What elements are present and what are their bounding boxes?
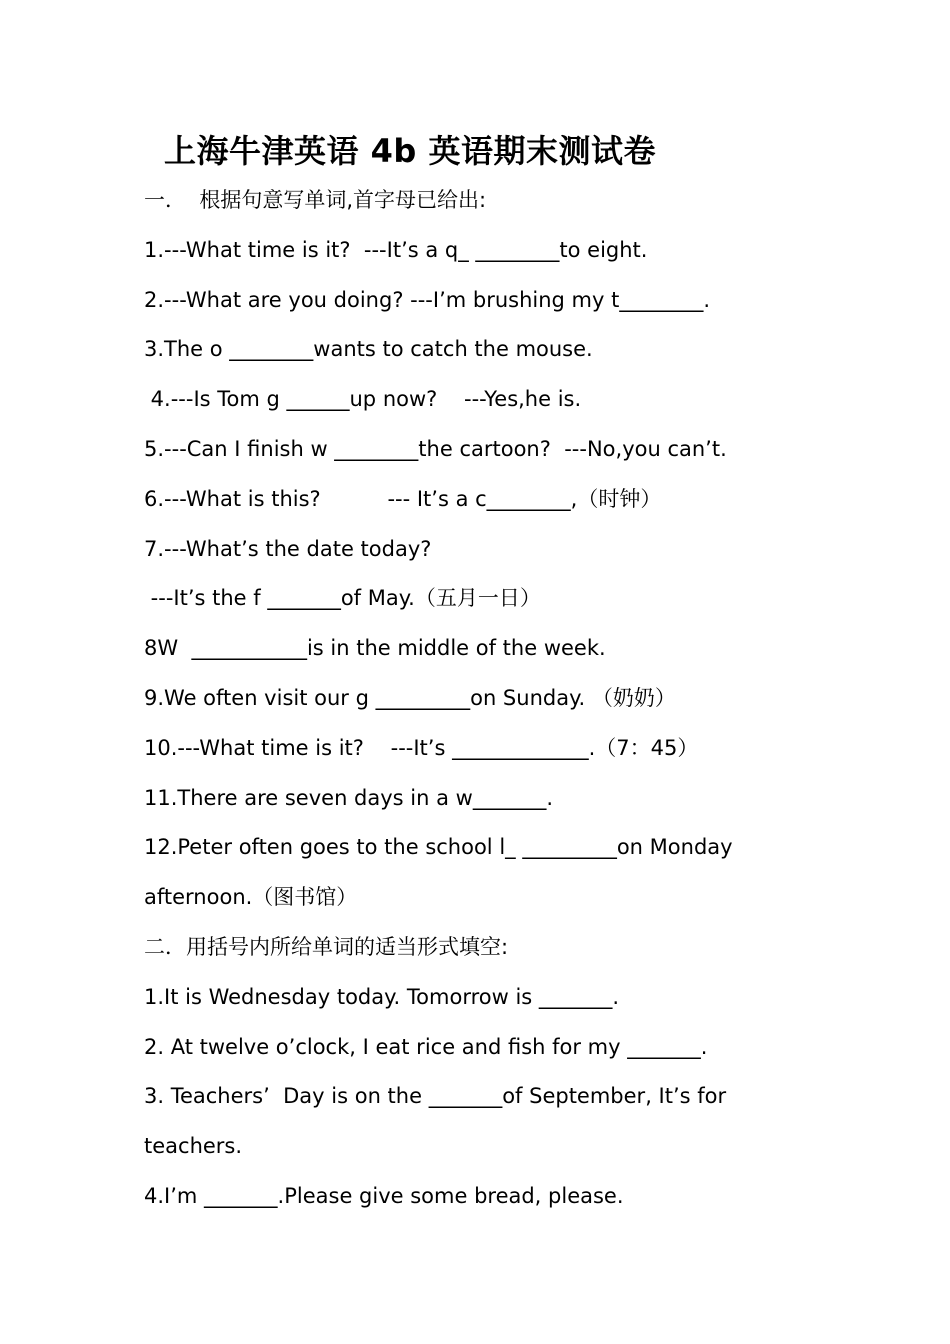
section-2-heading: 二．用括号内所给单词的适当形式填空: xyxy=(144,935,509,959)
question-line: 4.---Is Tom g ______up now? ---Yes,he is. xyxy=(144,387,582,411)
question-line: 1.---What time is it? ---It’s a q_ ________to eight. xyxy=(144,238,648,262)
question-line: 3. Teachers’ Day is on the _______of September, It’s for xyxy=(144,1084,727,1108)
question-line: 7.---What’s the date today? xyxy=(144,537,432,561)
question-line: afternoon.（图书馆） xyxy=(144,885,358,909)
question-line: ---It’s the f _______of May.（五月一日） xyxy=(144,586,541,610)
question-line: 2. At twelve o’clock, I eat rice and fish for my _______. xyxy=(144,1035,708,1059)
question-line: 5.---Can I finish w ________the cartoon? ---No,you can’t. xyxy=(144,437,727,461)
question-line: 2.---What are you doing? ---I’m brushing my t________. xyxy=(144,288,711,312)
question-line: 10.---What time is it? ---It’s _____________.（7：45） xyxy=(144,736,699,760)
section-1-heading: 一． 根据句意写单词,首字母已给出: xyxy=(144,188,487,212)
question-line: teachers. xyxy=(144,1134,243,1158)
question-line: 8W ___________is in the middle of the week. xyxy=(144,636,606,660)
question-line: 1.It is Wednesday today. Tomorrow is _______. xyxy=(144,985,620,1009)
question-line: 6.---What is this? --- It’s a c________,（时钟） xyxy=(144,487,662,511)
question-line: 3.The o ________wants to catch the mouse. xyxy=(144,337,593,361)
question-line: 9.We often visit our g _________on Sunday. （奶奶） xyxy=(144,686,676,710)
question-line: 12.Peter often goes to the school l_ _________on Monday xyxy=(144,835,733,859)
question-line: 11.There are seven days in a w_______. xyxy=(144,786,554,810)
question-line: 4.I’m _______.Please give some bread, please. xyxy=(144,1184,624,1208)
document-title: 上海牛津英语 4b 英语期末测试卷 xyxy=(164,132,656,170)
